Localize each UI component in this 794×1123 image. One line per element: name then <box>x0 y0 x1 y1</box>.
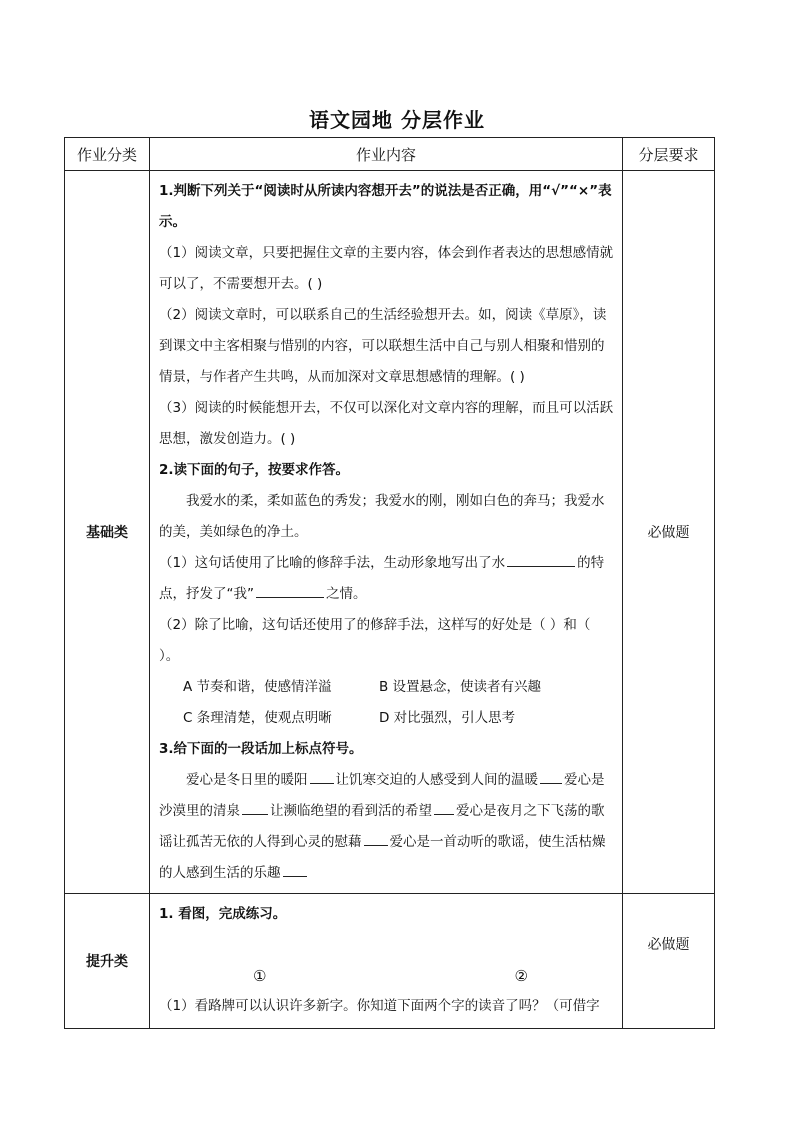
q2-s1-text-c: 之情。 <box>326 586 367 602</box>
question-2-sub-1 <box>159 548 614 610</box>
question-2-passage: 我爱水的柔，柔如蓝色的秀发；我爱水的刚，刚如白色的奔马；我爱水的美，美如绿色的净土。 <box>159 493 605 540</box>
q3-part: 爱心是沙漠里的清泉 <box>159 772 605 819</box>
table-row-advanced <box>65 894 715 1029</box>
picture-labels <box>159 951 614 991</box>
homework-table <box>64 137 715 1029</box>
question-3-passage <box>159 765 614 889</box>
options-row <box>159 672 614 703</box>
punctuation-blank[interactable] <box>283 863 307 878</box>
table-row-basic <box>65 171 715 894</box>
content-basic <box>150 171 623 894</box>
options-row <box>159 703 614 734</box>
punctuation-blank[interactable] <box>540 770 562 785</box>
punctuation-blank[interactable] <box>310 770 334 785</box>
question-2-sub-2: （2）除了比喻，这句话还使用了的修辞手法，这样写的好处是（ ）和（ ）。 <box>159 617 591 664</box>
content-advanced <box>150 894 623 1029</box>
option-a: A 节奏和谐，使感情洋溢 <box>183 679 332 695</box>
category-basic: 基础类 <box>65 171 150 894</box>
punctuation-blank[interactable] <box>434 801 454 816</box>
punctuation-blank[interactable] <box>242 801 268 816</box>
answer-blank[interactable] <box>507 553 575 568</box>
header-requirement: 分层要求 <box>623 138 715 171</box>
option-d: D 对比强烈，引人思考 <box>379 710 516 726</box>
option-c: C 条理清楚，使观点明晰 <box>183 710 332 726</box>
picture-area <box>159 929 614 951</box>
requirement-basic: 必做题 <box>623 171 715 894</box>
circle-label-2: ② <box>514 967 528 985</box>
table-header-row <box>65 138 715 171</box>
question-1-item-1: （1）阅读文章，只要把握住文章的主要内容，体会到作者表达的思想感情就可以了，不需要想开去。( ) <box>159 245 614 292</box>
advanced-question-1-title: 1. 看图，完成练习。 <box>159 906 287 922</box>
question-1-item-3: （3）阅读的时候能想开去，不仅可以深化对文章内容的理解，而且可以活跃思想，激发创造力。( ) <box>159 400 614 447</box>
answer-blank[interactable] <box>256 584 324 599</box>
question-1-item-2: （2）阅读文章时，可以联系自己的生活经验想开去。如，阅读《草原》，读到课文中主客相聚与惜别的内容，可以联想生活中自己与别人相聚和惜别的情景，与作者产生共鸣，从而加深对文章思想感情的理解。( ) <box>159 307 607 385</box>
q3-part: 让濒临绝望的看到活的希望 <box>270 803 432 819</box>
question-2-title: 2.读下面的句子，按要求作答。 <box>159 462 350 478</box>
category-advanced: 提升类 <box>65 894 150 1029</box>
q3-part: 爱心是夜月之下飞荡的歌谣让孤苦无依的人得到心灵的慰藉 <box>159 803 605 850</box>
punctuation-blank[interactable] <box>364 832 388 847</box>
q2-s1-text-a: （1）这句话使用了比喻的修辞手法，生动形象地写出了水 <box>159 555 506 571</box>
requirement-advanced: 必做题 <box>623 894 715 1029</box>
advanced-question-1-sub-1: （1）看路牌可以认识许多新字。你知道下面两个字的读音了吗？（可借字 <box>159 998 600 1014</box>
header-content: 作业内容 <box>150 138 623 171</box>
page-title: 语文园地 分层作业 <box>309 108 485 132</box>
q2-s1-text-b: 的特点，抒发了“我” <box>159 555 605 602</box>
circle-label-1: ① <box>253 967 267 985</box>
option-b: B 设置悬念，使读者有兴趣 <box>379 679 542 695</box>
header-category: 作业分类 <box>65 138 150 171</box>
question-1-title: 1.判断下列关于“阅读时从所读内容想开去”的说法是否正确，用“√”“×”表示。 <box>159 183 612 230</box>
question-3-title: 3.给下面的一段话加上标点符号。 <box>159 741 363 757</box>
q3-part: 让饥寒交迫的人感受到人间的温暖 <box>335 772 538 788</box>
q3-part: 爱心是冬日里的暖阳 <box>186 772 308 788</box>
q3-part: 爱心是一首动听的歌谣，使生活枯燥的人感到生活的乐趣 <box>159 834 606 881</box>
